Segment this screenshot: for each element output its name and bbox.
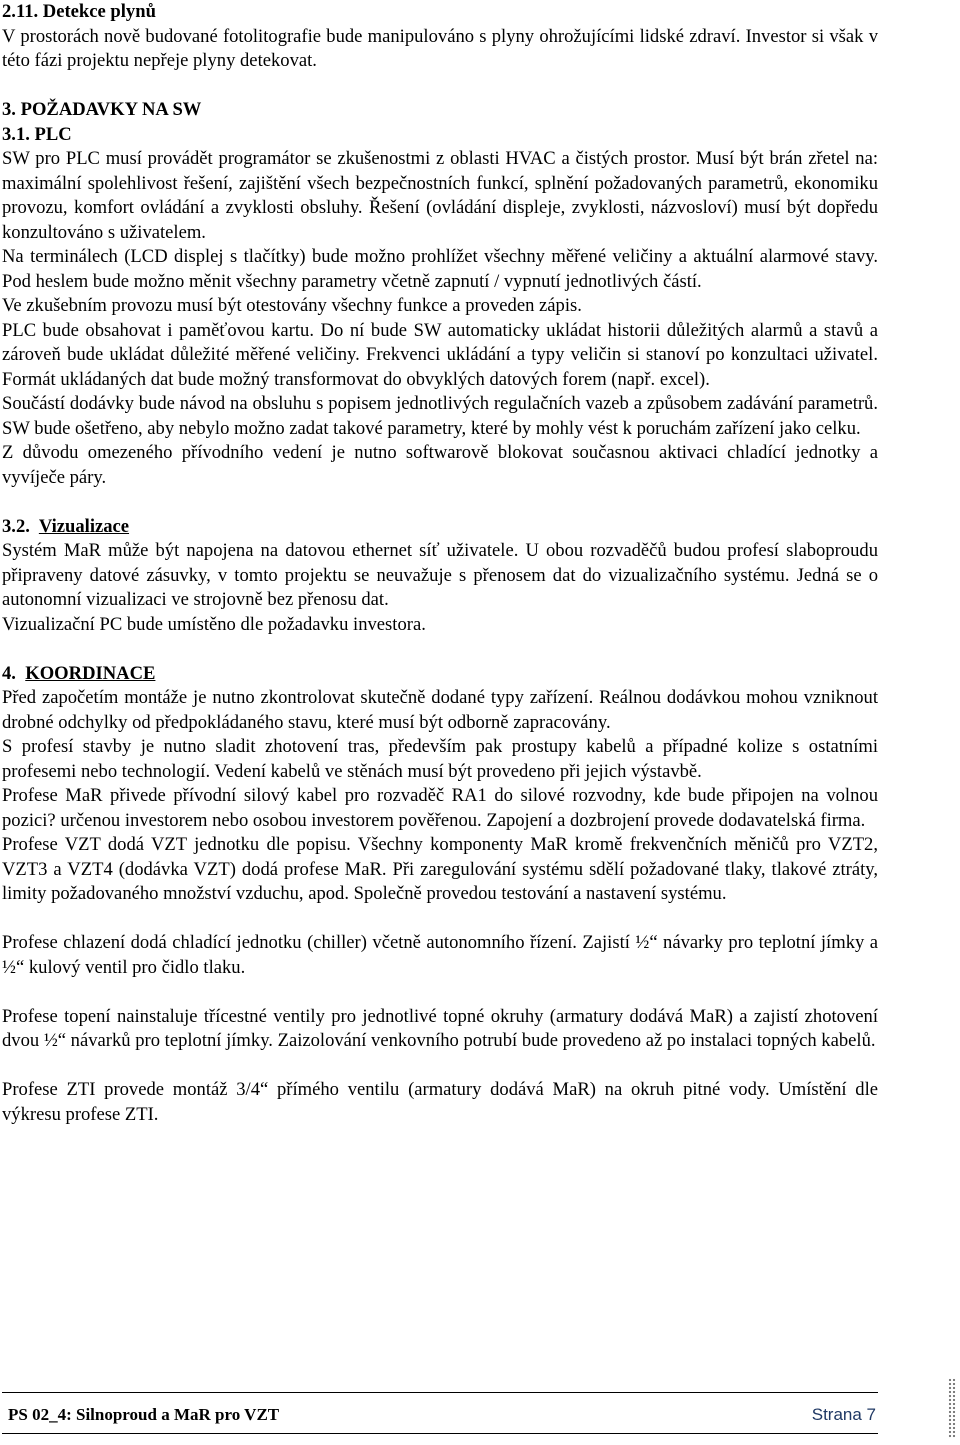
document-page: [2, 0, 878, 1127]
paragraph: Systém MaR může být napojena na datovou ethernet síť uživatele. U obou rozvaděčů budou profesí slaboproudu připraveny datové zásuvky, v tomto projektu se neuvažuje s přenosem dat do vizualizačního systému. Jedná se o autonomní vizualizaci ve strojovně bez přenosu dat.: [2, 540, 878, 610]
page-footer: [2, 1392, 878, 1434]
footer-document-title: PS 02_4: Silnoproud a MaR pro VZT: [8, 1405, 280, 1424]
spacer: [2, 1054, 878, 1079]
paragraph: SW pro PLC musí provádět programátor se zkušenostmi z oblasti HVAC a čistých prostor. Musí být brán zřetel na: maximální spolehlivost řešení, zajištění všech bezpečnostních funkcí, splnění požadovaných parametrů, ekonomiku provozu, komfort ovládání a zvyklosti obsluhy. Řešení (ovládání displeje, zvyklosti, názvosloví) musí být dopředu konzultováno s uživatelem.: [2, 148, 878, 243]
paragraph: Profese chlazení dodá chladící jednotku (chiller) včetně autonomního řízení. Zajistí ½“ návarky pro teplotní jímky a ½“ kulový ventil pro čidlo tlaku.: [2, 932, 878, 978]
paragraph: Profese VZT dodá VZT jednotku dle popisu. Všechny komponenty MaR kromě frekvenčních měničů pro VZT2, VZT3 a VZT4 (dodávka VZT) dodá profese MaR. Při zaregulování systému sdělí požadované tlaky, tlakové ztráty, limity požadovaného množství vzduchu, apod. Společně provedou testování a nastavení systému.: [2, 834, 878, 904]
spacer: [2, 907, 878, 932]
paragraph: Součástí dodávky bude návod na obsluhu s popisem jednotlivých regulačních vazeb a způsobem zadávání parametrů. SW bude ošetřeno, aby nebylo možno zadat takové parametry, které by mohly vést k poruchám zařízení jako celku.: [2, 393, 878, 439]
paragraph: Před započetím montáže je nutno zkontrolovat skutečně dodané typy zařízení. Reálnou dodávkou mohou vzniknout drobné odchylky od předpokládaného stavu, které musí být odborně zapracovány.: [2, 687, 878, 733]
paragraph: Profese topení nainstaluje třícestné ventily pro jednotlivé topné okruhy (armatury dodává MaR) a zajistí zhotovení dvou ½“ návarků pro teplotní jímky. Zaizolování venkovního potrubí bude provedeno až po instalaci topných kabelů.: [2, 1005, 878, 1051]
spacer: [2, 637, 878, 662]
heading-3-1: 3.1. PLC: [2, 123, 72, 145]
paragraph: Vizualizační PC bude umístěno dle požadavku investora.: [2, 613, 426, 635]
heading-number: 3.2.: [2, 515, 30, 537]
spacer: [2, 490, 878, 515]
heading-2-11: 2.11. Detekce plynů: [2, 1, 156, 22]
paragraph: Profese MaR přivede přívodní silový kabel pro rozvaděč RA1 do silové rozvodny, kde bude připojen na volnou pozici? určenou investorem nebo osobou investorem pověřenou. Zapojení a dozbrojení provede dodavatelská firma.: [2, 785, 878, 831]
heading-3: 3. POŽADAVKY NA SW: [2, 99, 202, 120]
paragraph: Profese ZTI provede montáž 3/4“ přímého ventilu (armatury dodává MaR) na okruh pitné vody. Umístění dle výkresu profese ZTI.: [2, 1079, 878, 1125]
paragraph: Ve zkušebním provozu musí být otestovány všechny funkce a proveden zápis.: [2, 295, 582, 316]
heading-3-2: [2, 515, 878, 540]
heading-text: Vizualizace: [38, 515, 130, 537]
paragraph: Na terminálech (LCD displej s tlačítky) bude možno prohlížet všechny měřené veličiny a aktuální alarmové stavy. Pod heslem bude možno měnit všechny parametry včetně zapnutí / vypnutí jednotlivých částí.: [2, 246, 878, 292]
paragraph: Z důvodu omezeného přívodního vedení je nutno softwarově blokovat současnou aktivaci chladící jednotky a vyvíječe páry.: [2, 442, 878, 488]
heading-number: 4.: [2, 662, 16, 684]
heading-4: [2, 662, 878, 687]
paragraph: V prostorách nově budované fotolitografie bude manipulováno s plyny ohrožujícími lidské zdraví. Investor si však v této fázi projektu nepřeje plyny detekovat.: [2, 25, 878, 71]
paragraph: PLC bude obsahovat i paměťovou kartu. Do ní bude SW automaticky ukládat historii důležitých alarmů a stavů a zároveň bude ukládat důležité měřené veličiny. Frekvenci ukládání a typy veličin si stanoví po konzultaci uživatel. Formát ukládaných dat bude možný transformovat do obvyklých datových forem (např. excel).: [2, 319, 878, 390]
paragraph: S profesí stavby je nutno sladit zhotovení tras, především pak prostupy kabelů a případné kolize s ostatními profesemi nebo technologií. Vedení kabelů ve stěnách musí být provedeno při jejich výstavbě.: [2, 736, 878, 782]
decorative-dots: [948, 1378, 956, 1438]
footer-page-number: Strana 7: [811, 1405, 876, 1424]
spacer: [2, 74, 878, 99]
heading-text: KOORDINACE: [25, 662, 156, 684]
spacer: [2, 980, 878, 1005]
